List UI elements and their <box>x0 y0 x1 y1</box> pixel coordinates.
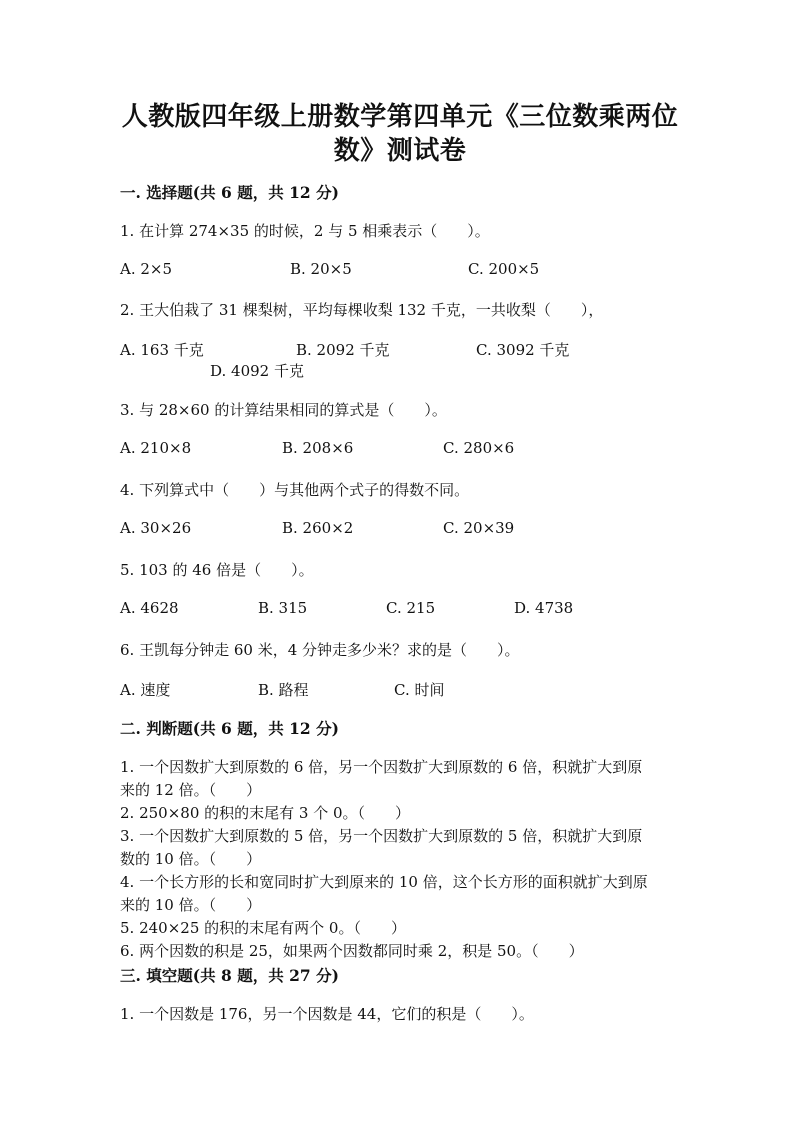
option-c: C. 3092 千克 <box>476 341 570 359</box>
option-a: A. 30×26 <box>120 519 192 537</box>
option-d: D. 4092 千克 <box>210 362 304 380</box>
page-title-line2: 数》测试卷 <box>333 136 467 166</box>
page-title-line1: 人教版四年级上册数学第四单元《三位数乘两位 <box>121 102 679 132</box>
judge-line: 数的 10 倍。（ ） <box>120 850 262 868</box>
question-text: 1. 一个因数是 176，另一个因数是 44，它们的积是（ ）。 <box>120 1005 534 1023</box>
section-heading-choice: 一. 选择题(共 6 题，共 12 分) <box>120 183 339 202</box>
question-text: 2. 王大伯栽了 31 棵梨树，平均每棵收梨 132 千克，一共收梨（ ）， <box>120 301 604 319</box>
option-a: A. 210×8 <box>120 439 192 457</box>
question-text: 6. 王凯每分钟走 60 米，4 分钟走多少米？求的是（ ）。 <box>120 641 520 659</box>
question-text: 4. 下列算式中（ ）与其他两个式子的得数不同。 <box>120 481 470 499</box>
judge-line: 6. 两个因数的积是 25，如果两个因数都同时乘 2，积是 50。（ ） <box>120 942 584 960</box>
option-a: A. 速度 <box>120 681 171 699</box>
option-b: B. 20×5 <box>290 260 352 278</box>
section-heading-fill: 三. 填空题(共 8 题，共 27 分) <box>120 966 339 985</box>
section-heading-judge: 二. 判断题(共 6 题，共 12 分) <box>120 719 339 738</box>
option-c: C. 200×5 <box>468 260 540 278</box>
option-b: B. 260×2 <box>282 519 354 537</box>
question-text: 1. 在计算 274×35 的时候，2 与 5 相乘表示（ ）。 <box>120 222 490 240</box>
judge-line: 来的 12 倍。（ ） <box>120 781 262 799</box>
option-c: C. 215 <box>386 599 436 617</box>
option-b: B. 路程 <box>258 681 309 699</box>
option-c: C. 280×6 <box>443 439 515 457</box>
judge-line: 5. 240×25 的积的末尾有两个 0。（ ） <box>120 919 406 937</box>
question-text: 5. 103 的 46 倍是（ ）。 <box>120 561 314 579</box>
option-a: A. 163 千克 <box>120 341 204 359</box>
judge-line: 4. 一个长方形的长和宽同时扩大到原来的 10 倍，这个长方形的面积就扩大到原 <box>120 873 648 891</box>
judge-line: 2. 250×80 的积的末尾有 3 个 0。（ ） <box>120 804 411 822</box>
option-b: B. 315 <box>258 599 308 617</box>
judge-question-list <box>120 756 690 963</box>
option-b: B. 208×6 <box>282 439 354 457</box>
option-d: D. 4738 <box>514 599 574 617</box>
option-a: A. 2×5 <box>120 260 173 278</box>
question-text: 3. 与 28×60 的计算结果相同的算式是（ ）。 <box>120 401 447 419</box>
option-c: C. 时间 <box>394 681 445 699</box>
option-b: B. 2092 千克 <box>296 341 390 359</box>
judge-line: 1. 一个因数扩大到原数的 6 倍，另一个因数扩大到原数的 6 倍，积就扩大到原 <box>120 758 643 776</box>
option-c: C. 20×39 <box>443 519 515 537</box>
option-a: A. 4628 <box>120 599 179 617</box>
judge-line: 来的 10 倍。（ ） <box>120 896 262 914</box>
judge-line: 3. 一个因数扩大到原数的 5 倍，另一个因数扩大到原数的 5 倍，积就扩大到原 <box>120 827 643 845</box>
